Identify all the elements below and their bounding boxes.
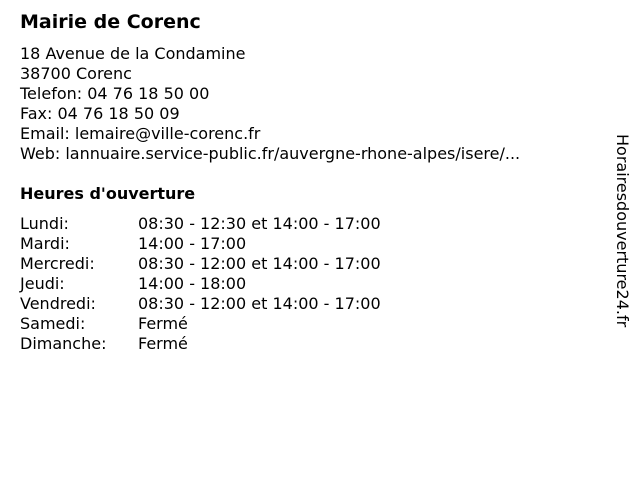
time-value: Fermé	[138, 314, 188, 333]
hours-row-friday	[20, 294, 381, 314]
address-postal-city: 38700 Corenc	[20, 64, 132, 83]
contact-block	[20, 44, 520, 164]
time-value: 14:00 - 17:00	[138, 234, 247, 253]
hours-row-saturday	[20, 314, 381, 334]
hours-row-thursday	[20, 274, 381, 294]
day-label: Dimanche:	[20, 334, 107, 353]
web-line: Web: lannuaire.service-public.fr/auvergne-rhone-alpes/isere/...	[20, 144, 521, 163]
day-label: Vendredi:	[20, 294, 96, 313]
time-value: 08:30 - 12:30 et 14:00 - 17:00	[138, 214, 381, 233]
time-value: 14:00 - 18:00	[138, 274, 247, 293]
hours-row-tuesday	[20, 234, 381, 254]
time-value: Fermé	[138, 334, 188, 353]
phone-line: Telefon: 04 76 18 50 00	[20, 84, 210, 103]
email-line: Email: lemaire@ville-corenc.fr	[20, 124, 261, 143]
brand-watermark: Horairesdouverture24.fr	[613, 134, 632, 328]
day-label: Jeudi:	[20, 274, 65, 293]
hours-row-monday	[20, 214, 381, 234]
day-label: Mercredi:	[20, 254, 95, 273]
day-label: Mardi:	[20, 234, 70, 253]
place-title: Mairie de Corenc	[20, 11, 201, 33]
day-label: Lundi:	[20, 214, 69, 233]
hours-row-wednesday	[20, 254, 381, 274]
hours-row-sunday	[20, 334, 381, 354]
time-value: 08:30 - 12:00 et 14:00 - 17:00	[138, 254, 381, 273]
time-value: 08:30 - 12:00 et 14:00 - 17:00	[138, 294, 381, 313]
address-street: 18 Avenue de la Condamine	[20, 44, 246, 63]
hours-table	[20, 214, 381, 354]
fax-line: Fax: 04 76 18 50 09	[20, 104, 180, 123]
hours-heading: Heures d'ouverture	[20, 184, 196, 203]
day-label: Samedi:	[20, 314, 86, 333]
